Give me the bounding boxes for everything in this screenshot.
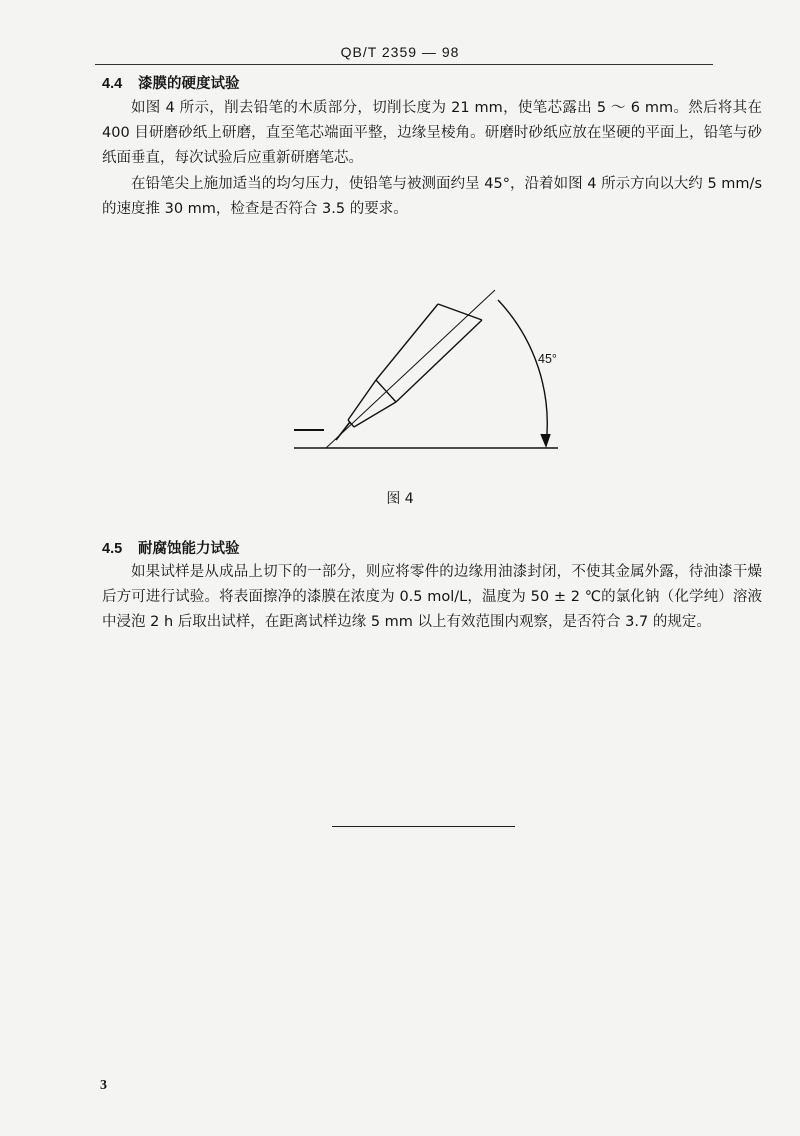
page-header: QB/T 2359 — 98 — [340, 44, 460, 60]
section-title: 耐腐蚀能力试验 — [138, 541, 240, 557]
end-rule — [332, 826, 515, 827]
angle-arc — [498, 300, 547, 445]
angle-label: 45° — [538, 352, 557, 366]
figure-pencil-angle — [280, 270, 580, 465]
page-number: 3 — [100, 1078, 107, 1093]
section-heading-4-4 — [102, 72, 240, 93]
section-number: 4.4 — [102, 76, 123, 92]
section-title: 漆膜的硬度试验 — [138, 76, 240, 92]
pencil-lead — [336, 422, 350, 440]
header-rule — [95, 64, 713, 65]
section-number: 4.5 — [102, 541, 123, 557]
angle-arrow — [541, 434, 550, 446]
pencil-top-edge — [438, 304, 482, 320]
taper-right — [354, 402, 396, 427]
section-heading-4-5 — [102, 537, 240, 558]
pencil-left-edge — [376, 304, 438, 380]
pencil-right-edge — [396, 320, 482, 402]
paragraph-pencil-prep: 如图 4 所示，削去铅笔的木质部分，切削长度为 21 mm，使笔芯露出 5 ～ 6 mm。然后将其在 400 目研磨砂纸上研磨，直至笔芯端面平整，边缘呈棱角。研磨时砂纸应放在坚硬的平面上，铅笔与砂纸面垂直，每次试验后应重新研磨笔芯。 — [102, 100, 762, 166]
figure-caption: 图 4 — [386, 491, 414, 507]
paragraph-pencil-test: 在铅笔尖上施加适当的均匀压力，使铅笔与被测面约呈 45°，沿着如图 4 所示方向以大约 5 mm/s 的速度推 30 mm，检查是否符合 3.5 的要求。 — [102, 176, 762, 217]
paragraph-corrosion-test: 如果试样是从成品上切下的一部分，则应将零件的边缘用油漆封闭，不使其金属外露，待油漆干燥后方可进行试验。将表面擦净的漆膜在浓度为 0.5 mol/L，温度为 50 ± 2 ℃的氯化钠（化学纯）溶液中浸泡 2 h 后取出试样，在距离试样边缘 5 mm 以上有效范围内观察，是否符合 3.7 的规定。 — [102, 564, 762, 630]
